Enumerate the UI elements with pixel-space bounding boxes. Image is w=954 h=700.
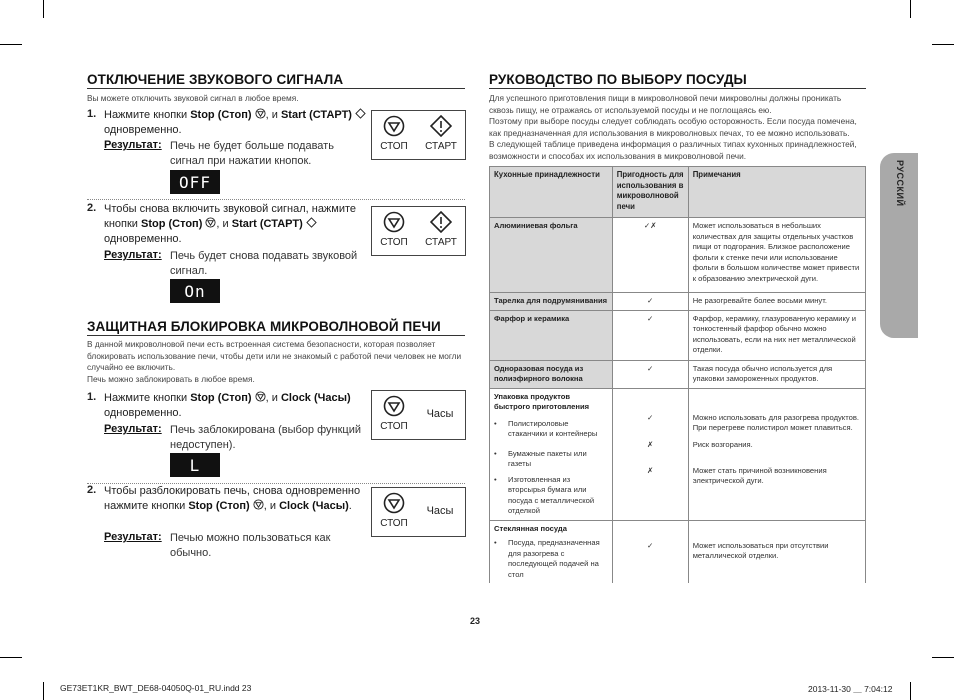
clock-button-label: Часы [426,408,454,420]
language-tab-label: РУССКИЙ [895,160,905,207]
crop-mark [910,682,911,700]
step-number: 1. [87,108,97,120]
stop-button-icon [383,492,405,514]
stop-icon [255,391,266,402]
divider [87,199,465,200]
result-label: Результат: [104,139,162,151]
crop-mark [0,657,22,658]
stop-clock-buttons-panel [371,487,466,537]
start-button-label: СТАРТ [425,237,457,248]
table-cell-mark: ✓ ✗ ✗ [612,388,688,520]
table-cell-note: Можно использовать для разогрева продуктов. При перегреве полистирол может плавиться. Риск возгорания. Может стать причиной возникновения электрической дуги. [688,388,865,520]
result-label: Результат: [104,531,162,543]
stop-button-label: СТОП [380,141,408,152]
sound-section-title: ОТКЛЮЧЕНИЕ ЗВУКОВОГО СИГНАЛА [87,72,344,87]
start-icon [306,217,317,228]
stop-start-buttons-panel [371,206,466,256]
stop-button-icon [383,211,405,233]
sound-step1-text: Нажмите кнопки Stop (Стоп) , и Start (СТАРТ) одновременно. [104,108,370,138]
list-item: • Изготовленная из вторсырья бумага или посуда с металлической отделкой [494,474,595,515]
stop-icon [205,217,216,228]
table-header: Примечания [688,167,865,218]
lock-section-title: ЗАЩИТНАЯ БЛОКИРОВКА МИКРОВОЛНОВОЙ ПЕЧИ [87,319,441,334]
table-header-row [490,167,866,218]
footer-timestamp: 2013-11-30 ＿ 7:04:12 [808,684,893,694]
crop-mark [932,657,954,658]
start-button-icon [430,211,452,233]
crop-mark [43,0,44,18]
sound-intro: Вы можете отключить звуковой сигнал в любое время. [87,93,299,103]
lock-step1-result: Печь заблокирована (выбор функций недоступен). [170,424,361,451]
table-cell-item: Одноразовая посуда из полиэфирного волокна [490,360,613,388]
table-cell-item: Фарфор и керамика [490,310,613,360]
table-cell-item: Тарелка для подрумянивания [490,293,613,311]
display-locked: L [170,453,220,477]
start-icon [355,108,366,119]
table-row [490,388,866,520]
sound-step1-result: Печь не будет больше подавать сигнал при нажатии кнопок. [170,140,334,167]
clock-button-label: Часы [426,505,454,517]
cookware-intro-1: Для успешного приготовления пищи в микроволновой печи микроволны должны проникать сквозь пищу, не отражаясь от используемой посуды и не поглощаясь ею. [489,93,842,115]
page-number: 23 [470,616,481,626]
step-number: 2. [87,484,97,496]
stop-button-label: СТОП [380,518,408,529]
cookware-table [489,166,866,583]
group-title: Стеклянная посуда [494,523,567,533]
stop-button-icon [383,395,405,417]
step-number: 1. [87,391,97,403]
stop-start-buttons-panel [371,110,466,160]
table-row [490,520,866,583]
table-cell-note: Фарфор, керамику, глазурованную керамику и тонкостенный фарфор обычно можно использовать, если на них нет металлической отделки. [688,310,865,360]
stop-icon [255,108,266,119]
table-header: Пригодность для использования в микроволновой печи [612,167,688,218]
divider [87,335,465,336]
footer-file-info: GE73ET1KR_BWT_DE68-04050Q-01_RU.indd 23 [60,683,252,693]
stop-button-label: СТОП [380,421,408,432]
table-cell-note: Не разогревайте более восьми минут. [688,293,865,311]
table-cell-mark: ✓ [612,520,688,583]
table-cell-item [490,388,613,520]
list-item: • Бумажные пакеты или газеты [494,448,587,468]
cookware-section-title: РУКОВОДСТВО ПО ВЫБОРУ ПОСУДЫ [489,72,747,87]
stop-button-icon [383,115,405,137]
table-cell-item: Алюминиевая фольга [490,218,613,293]
table-cell-mark: ✓ [612,360,688,388]
sound-step2-text: Чтобы снова включить звуковой сигнал, нажмите кнопки Stop (Стоп) , и Start (СТАРТ) одновременно. [104,203,357,245]
start-button-icon [430,115,452,137]
table-header: Кухонные принадлежности [490,167,613,218]
lock-step1-text: Нажмите кнопки Stop (Стоп) , и Clock (Часы) одновременно. [104,392,351,419]
crop-mark [910,0,911,18]
table-cell-item [490,520,613,583]
lock-intro: В данной микроволновой печи есть встроенная система безопасности, которая позволяет блокировать использование печи, чтобы дети или не знакомый с работой печи человек не могли случайно ее включить. [87,339,462,373]
stop-icon [253,499,264,510]
stop-button-label: СТОП [380,237,408,248]
lock-step2-text: Чтобы разблокировать печь, снова одновременно нажмите кнопки Stop (Стоп) , и Clock (Часы). [104,485,361,512]
divider [87,88,465,89]
table-row [490,218,866,293]
crop-mark [43,682,44,700]
display-on: On [170,279,220,303]
table-cell-note: Может использоваться в небольших количествах для защиты отдельных участков пищи от подгорания. Близкое расположение фольги к стенке печи или использование фольги в большом количестве может привести к образованию электрической дуги. [688,218,865,293]
cookware-intro-3: В следующей таблице приведена информация о различных типах кухонных принадлежностей, возможности и способах их использования в микроволновой печи. [489,139,857,161]
result-label: Результат: [104,249,162,261]
table-row [490,293,866,311]
table-cell-mark: ✓ [612,293,688,311]
lock-step2-result: Печью можно пользоваться как обычно. [170,532,331,559]
divider [489,88,866,89]
start-button-label: СТАРТ [425,141,457,152]
table-cell-note: Может использоваться при отсутствии металлической отделки. [688,520,865,583]
table-cell-mark: ✓✗ [612,218,688,293]
table-cell-note: Такая посуда обычно используется для упаковки замороженных продуктов. [688,360,865,388]
cookware-intro-2: Поэтому при выборе посуды следует соблюдать особую осторожность. Если посуда помечена, как предназначенная для использования в микроволновых печах, то ее можно использовать. [489,116,857,138]
table-row [490,360,866,388]
sound-step2-result: Печь будет снова подавать звуковой сигнал. [170,250,358,277]
result-label: Результат: [104,423,162,435]
crop-mark [932,44,954,45]
step-number: 2. [87,202,97,214]
group-title: Упаковка продуктов быстрого приготовления [494,391,590,411]
list-item: • Полистироловые стаканчики и контейнеры [494,418,598,438]
display-off: OFF [170,170,220,194]
table-row [490,310,866,360]
stop-clock-buttons-panel [371,390,466,440]
lock-intro-2: Печь можно заблокировать в любое время. [87,374,255,384]
crop-mark [0,44,22,45]
table-cell-mark: ✓ [612,310,688,360]
list-item: • Посуда, предназначенная для разогрева с последующей подачей на стол [494,538,600,579]
